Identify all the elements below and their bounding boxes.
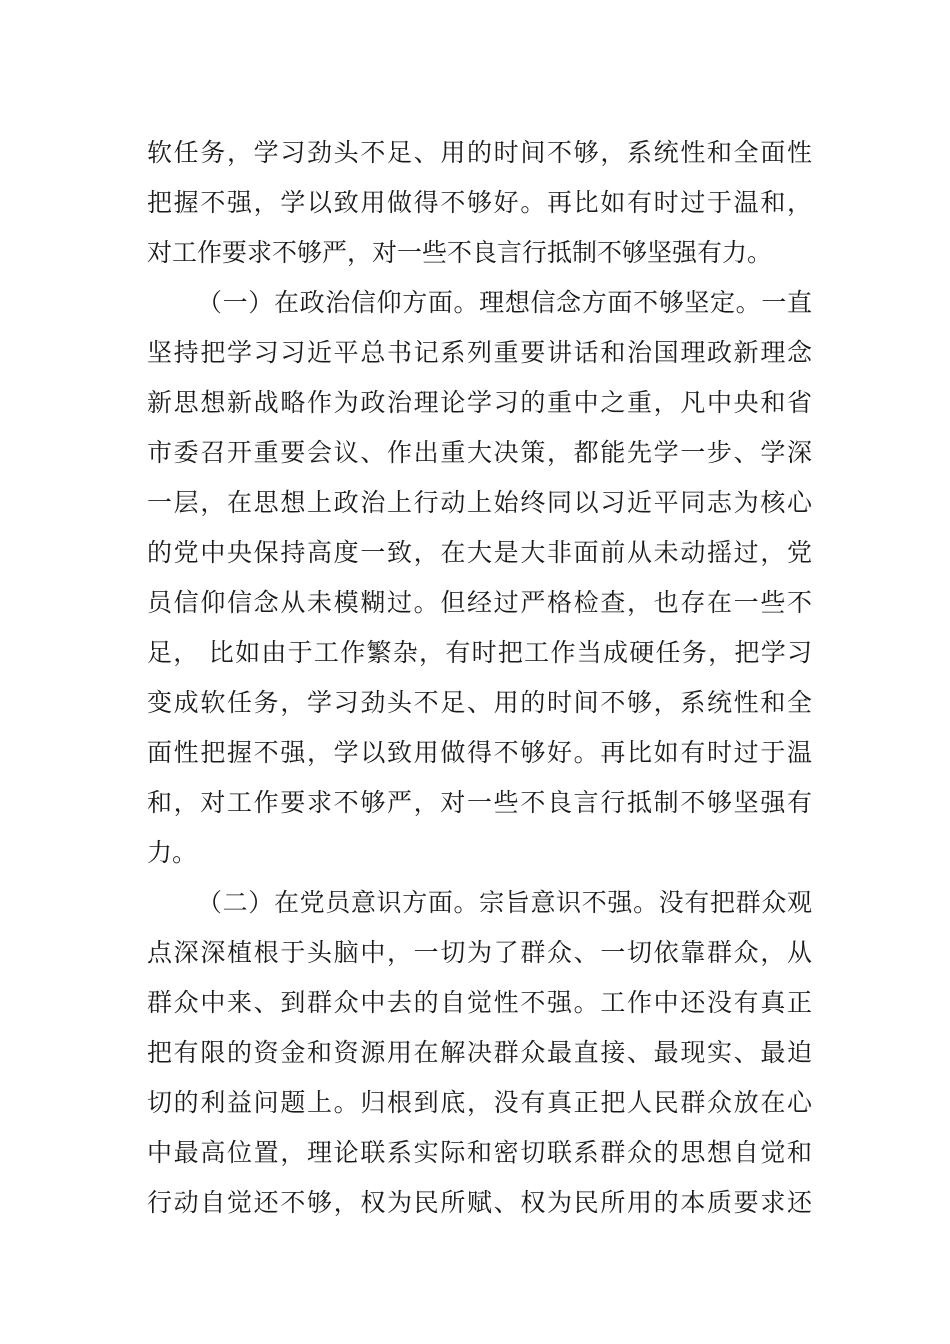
text-line: 和，对工作要求不够严，对一些不良言行抵制不够坚强有 [147,788,812,817]
text-line: 变成软任务，学习劲头不足、用的时间不够，系统性和全 [147,688,812,717]
text-line: 切的利益问题上。归根到底，没有真正把人民群众放在心 [147,1088,812,1117]
document-body [147,128,812,1228]
text-line: 点深深植根于头脑中，一切为了群众、一切依靠群众，从 [147,938,812,967]
text-line: 坚持把学习习近平总书记系列重要讲话和治国理政新理念 [147,338,812,367]
text-line: 群众中来、到群众中去的自觉性不强。工作中还没有真正 [147,988,812,1017]
text-line: 员信仰信念从未模糊过。但经过严格检查，也存在一些不 [147,588,812,617]
text-line: 一层，在思想上政治上行动上始终同以习近平同志为核心 [147,488,812,517]
text-line: 的党中央保持高度一致，在大是大非面前从未动摇过，党 [147,538,812,567]
text-line: 新思想新战略作为政治理论学习的重中之重，凡中央和省 [147,388,812,417]
text-line: 力。 [147,838,198,867]
text-line: 软任务，学习劲头不足、用的时间不够，系统性和全面性 [147,138,812,167]
text-line: 面性把握不强，学以致用做得不够好。再比如有时过于温 [147,738,812,767]
text-line: 对工作要求不够严，对一些不良言行抵制不够坚强有力。 [147,238,773,267]
section-heading-line: （二）在党员意识方面。宗旨意识不强。没有把群众观 [197,888,812,917]
text-line: 行动自觉还不够，权为民所赋、权为民所用的本质要求还 [147,1188,812,1217]
text-line: 市委召开重要会议、作出重大决策，都能先学一步、学深 [147,438,812,467]
text-line: 足， 比如由于工作繁杂，有时把工作当成硬任务，把学习 [147,638,812,667]
text-line: 把有限的资金和资源用在解决群众最直接、最现实、最迫 [147,1038,812,1067]
section-heading-line: （一）在政治信仰方面。理想信念方面不够坚定。一直 [197,288,812,317]
text-line: 把握不强，学以致用做得不够好。再比如有时过于温和， [147,188,812,217]
text-line: 中最高位置，理论联系实际和密切联系群众的思想自觉和 [147,1138,812,1167]
